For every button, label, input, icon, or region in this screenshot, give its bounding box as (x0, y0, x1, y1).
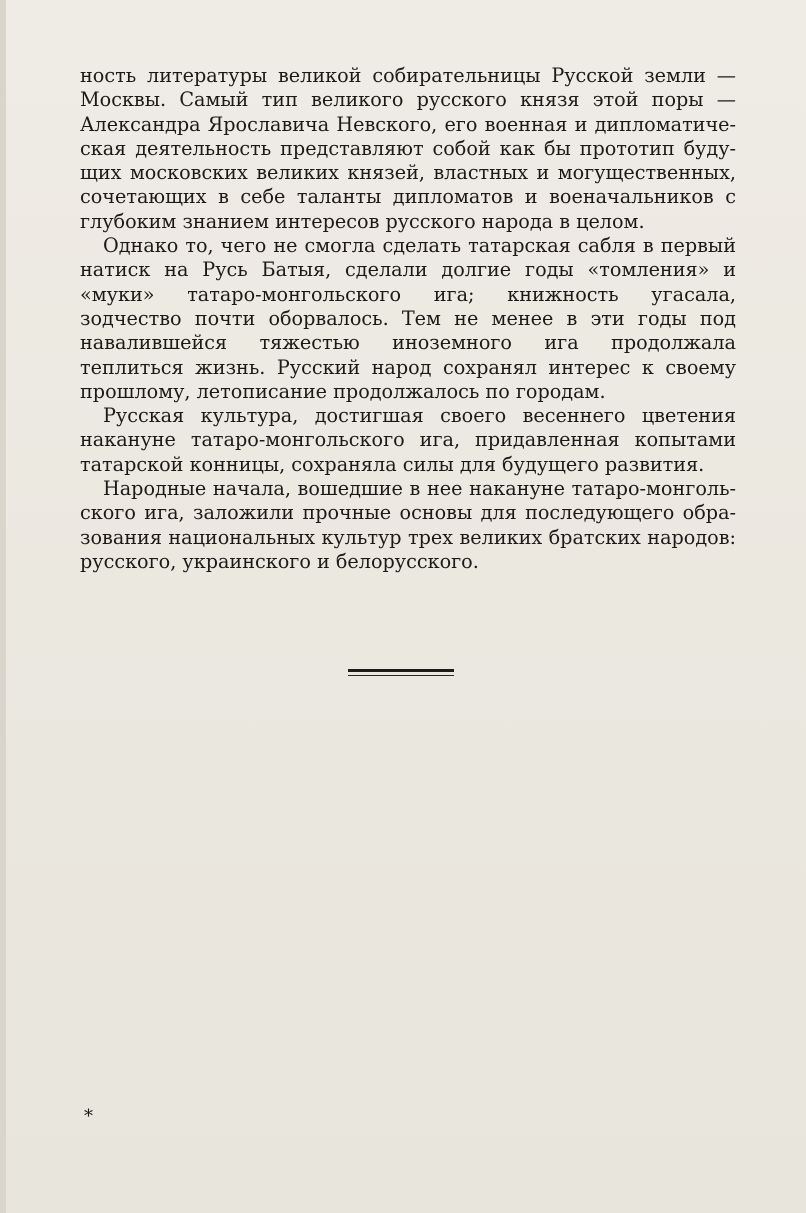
paragraph-3: Русская культура, достигшая своего весеннего цветения накануне татаро-монгольского ига, придавленная копытами татарской конницы, сохраняла силы для будущего развития. (80, 404, 736, 476)
paragraph-2: Однако то, чего не смогла сделать татарская сабля в первый натиск на Русь Батыя, сделали долгие годы «томления» и «муки» татаро-монгольского ига; книжность угасала, зодчество почти оборвалось. Тем не менее в эти годы под навалившейся тяжестью иноземного ига продолжала теплиться жизнь. Русский народ сохранял интерес к своему прошлому, летописание продолжалось по городам. (80, 234, 736, 403)
divider-thick-rule (348, 669, 454, 672)
section-divider (348, 669, 454, 678)
paragraph-4: Народные начала, вошедшие в нее накануне татаро-монгольского ига, заложили прочные основы для последующего образования национальных культур трех великих братских народов: русского, украинского и белорусского. (80, 477, 736, 573)
divider-thin-rule (348, 675, 454, 676)
body-text (80, 64, 736, 574)
footnote-asterisk: * (84, 1106, 93, 1127)
paragraph-1: ность литературы великой собирательницы Русской земли — Москвы. Самый тип великого русского князя этой поры — Александра Ярославича Невского, его военная и дипломатическая деятельность представляют собой как бы прототип будущих московских великих князей, властных и могущественных, сочетающих в себе таланты дипломатов и военачальников с глубоким знанием интересов русского народа в целом. (80, 64, 736, 233)
